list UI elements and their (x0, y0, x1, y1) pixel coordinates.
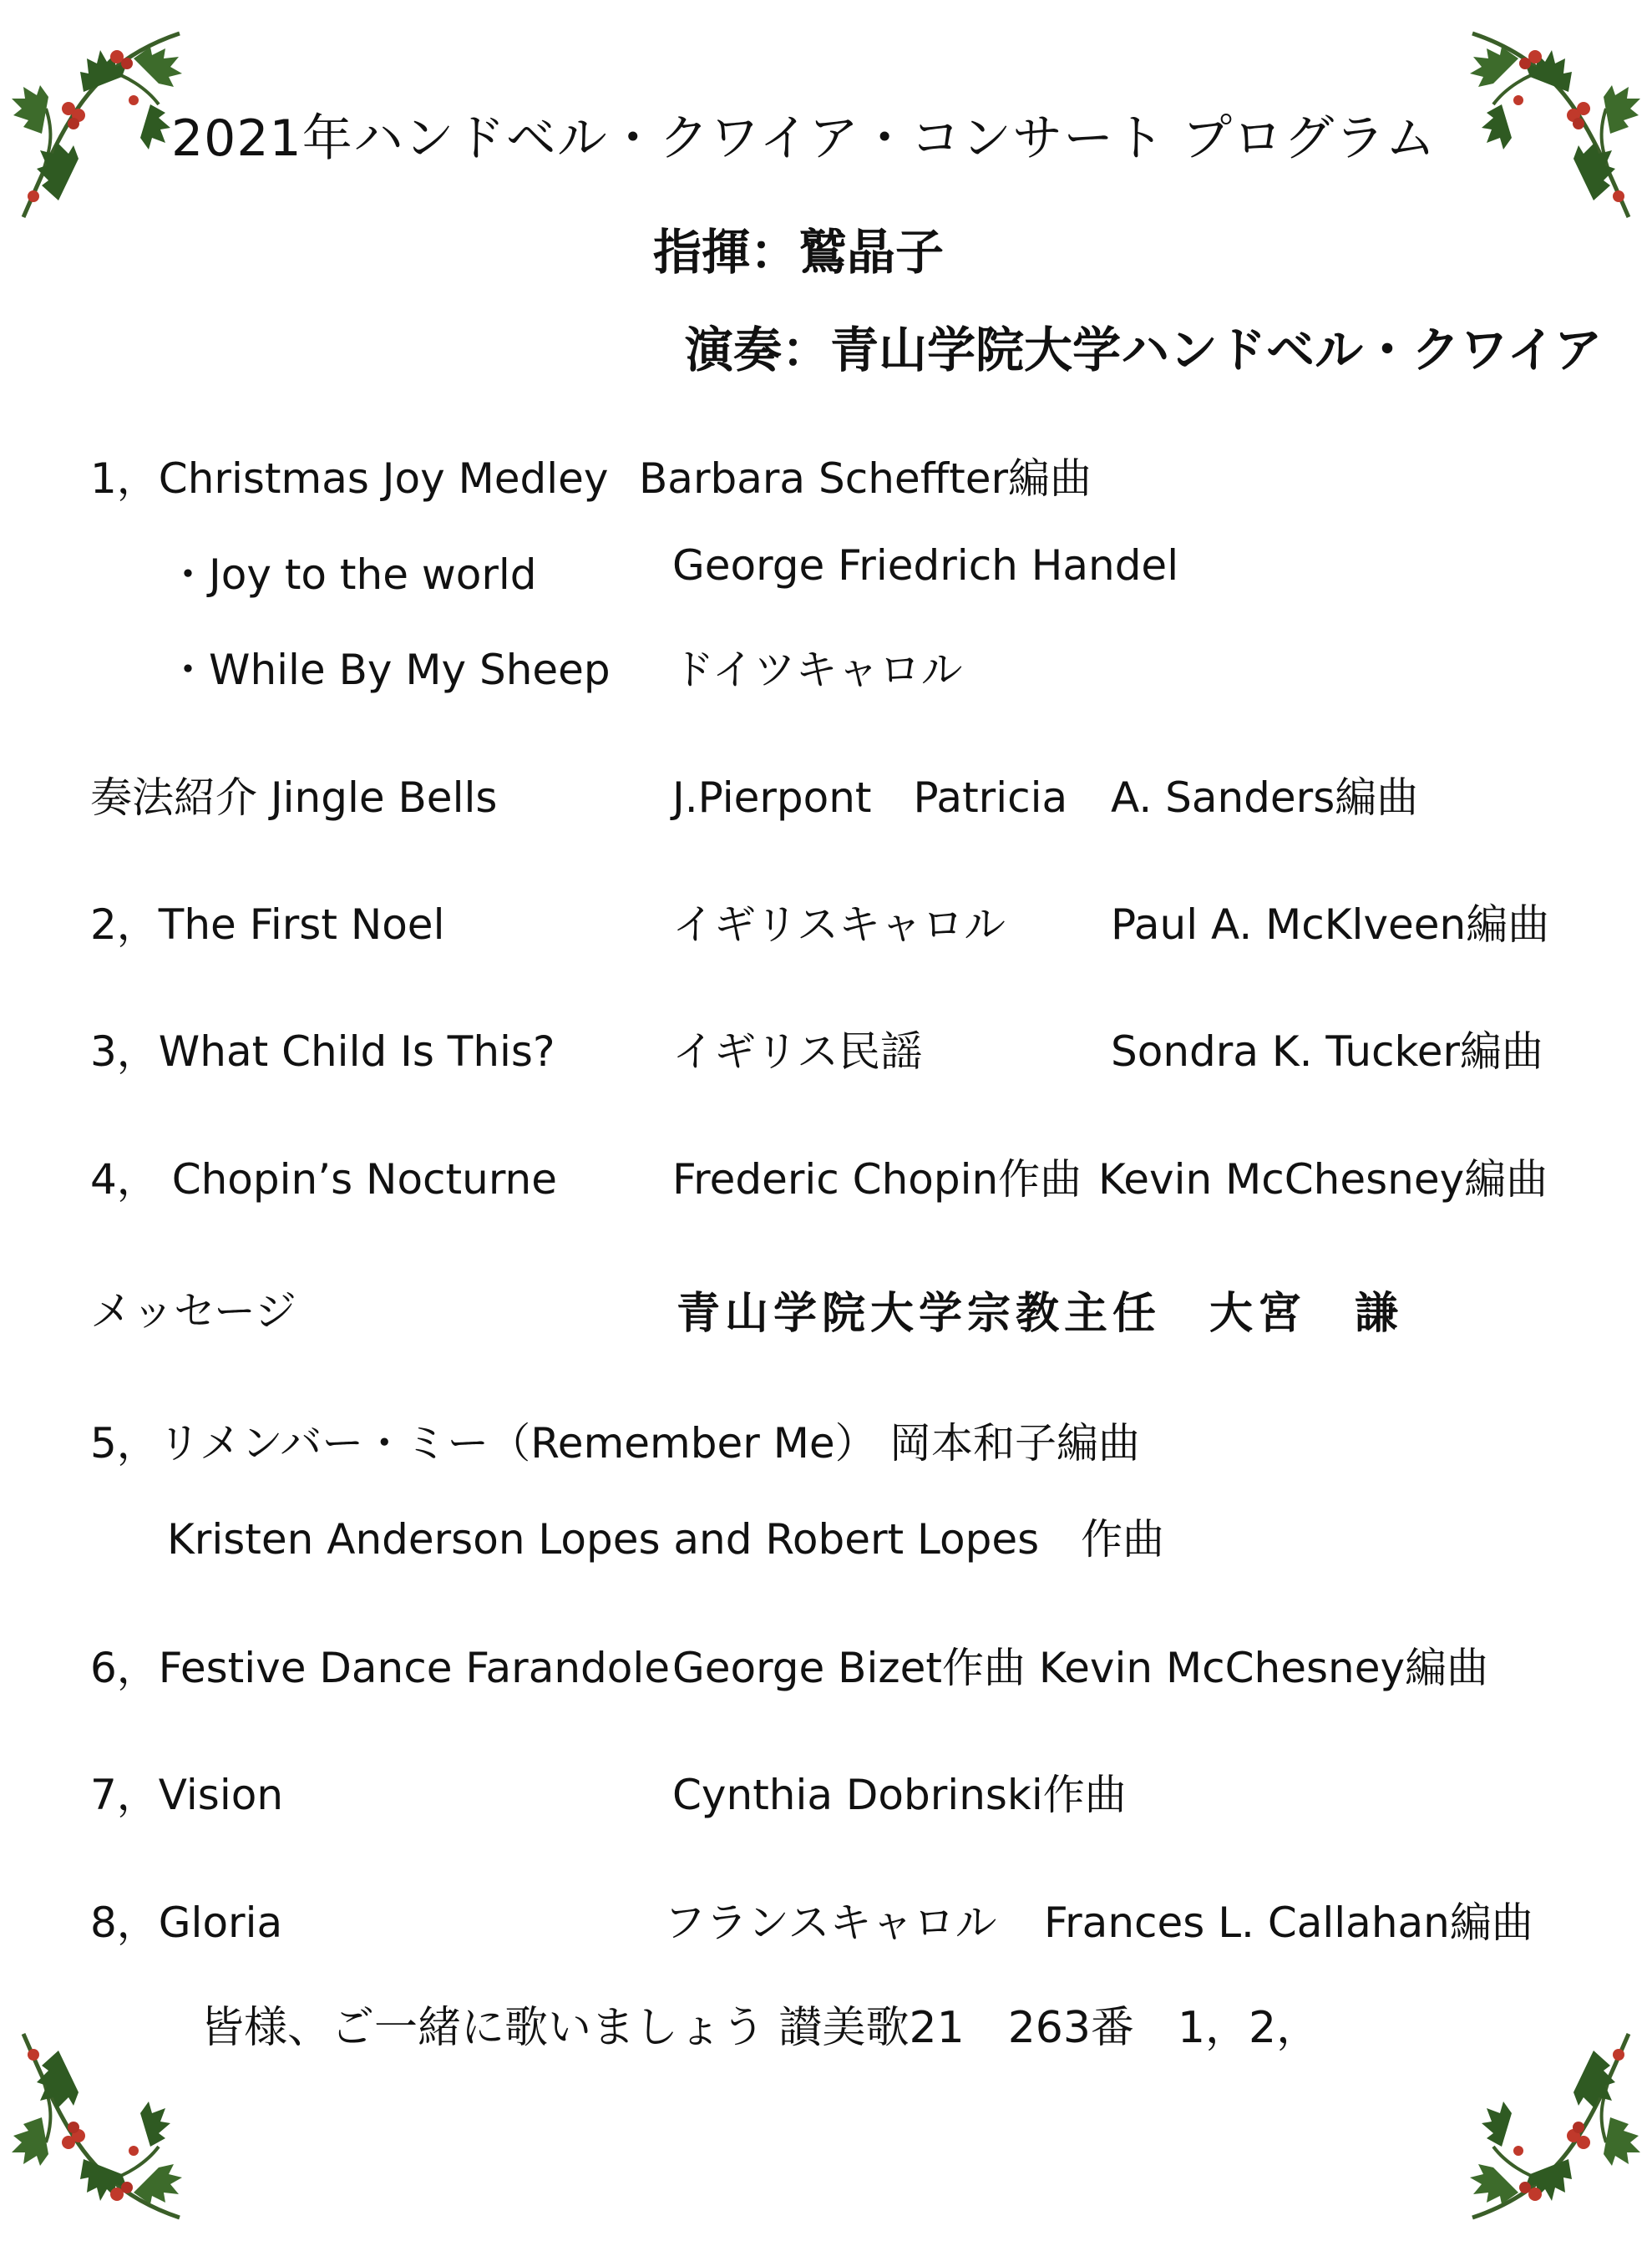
program-item-title: 4， Chopin’s Nocturne (90, 1155, 557, 1204)
program-item-intro (0, 764, 1652, 831)
program-item-title: 8，Gloria (90, 1899, 283, 1947)
program-item-title: 2，The First Noel (90, 900, 445, 949)
program-message (0, 1278, 1652, 1345)
program-subitem (0, 636, 1652, 703)
holly-corner-icon (8, 2009, 192, 2243)
program-item-title: 奏法紹介 Jingle Bells (90, 773, 498, 822)
program-item-5 (0, 1410, 1652, 1477)
program-item-8 (0, 1889, 1652, 1956)
program-item-title: 5，リメンバー・ミー（Remember Me） (90, 1419, 877, 1468)
closing-hymn-note: 皆様、ご一緒に歌いましょう 讃美歌21 263番 1，2， (200, 2003, 1320, 2053)
program-item-composer: Kristen Anderson Lopes and Robert Lopes 作曲 (167, 1515, 1165, 1564)
page-title: 2021年ハンドベル・クワイア・コンサート プログラム (171, 109, 1437, 168)
program-item-6 (0, 1635, 1652, 1701)
program-item-composer: フランスキャロル (664, 1899, 997, 1947)
program-item-title: ・While By My Sheep (167, 646, 611, 694)
program-item-composer: ドイツキャロル (672, 646, 963, 694)
program-item-arranger: A. Sanders編曲 (1111, 773, 1419, 822)
program-item-2 (0, 891, 1652, 958)
program-item-composer: イギリス民謡 (672, 1027, 922, 1076)
performer-line: 演奏：青山学院大学ハンドベル・クワイア (685, 322, 1603, 378)
program-item-1 (0, 445, 1652, 512)
program-item-arranger: 岡本和子編曲 (889, 1419, 1140, 1468)
program-item-4 (0, 1146, 1652, 1213)
program-subitem (0, 541, 1652, 608)
program-item-composer: George Bizet作曲 Kevin McChesney編曲 (672, 1644, 1489, 1692)
program-item-composer: Frederic Chopin作曲 (672, 1155, 1082, 1204)
program-item-title: 1，Christmas Joy Medley (90, 454, 609, 503)
program-item-composer: イギリスキャロル (672, 900, 1006, 949)
program-item-arranger: Paul A. McKlveen編曲 (1111, 900, 1550, 949)
program-item-title: 7，Vision (90, 1771, 284, 1819)
program-item-arranger: Frances L. Callahan編曲 (1044, 1899, 1533, 1947)
program-item-title: メッセージ (90, 1287, 296, 1336)
program-item-title: 6，Festive Dance Farandole (90, 1644, 671, 1692)
program-item-composer: Cynthia Dobrinski作曲 (672, 1771, 1127, 1819)
program-item-title: ・Joy to the world (167, 550, 537, 599)
program-item-3 (0, 1018, 1652, 1085)
program-item-title: 3，What Child Is This? (90, 1027, 555, 1076)
program-item-composer: George Friedrich Handel (672, 541, 1179, 590)
program-item-speaker: 青山学院大学宗教主任 大宮 謙 (677, 1288, 1404, 1339)
conductor-line: 指揮：鷲晶子 (653, 224, 945, 281)
program-item-arranger: Kevin McChesney編曲 (1098, 1155, 1548, 1204)
holly-corner-icon (1460, 8, 1644, 242)
program-item-arranger: Sondra K. Tucker編曲 (1111, 1027, 1544, 1076)
program-item-arranger: Barbara Scheffter編曲 (639, 454, 1092, 503)
program-item-7 (0, 1762, 1652, 1828)
holly-corner-icon (1460, 2009, 1644, 2243)
holly-corner-icon (8, 8, 192, 242)
program-item-composer: J.Pierpont Patricia (672, 773, 1068, 822)
program-subitem (0, 1506, 1652, 1573)
